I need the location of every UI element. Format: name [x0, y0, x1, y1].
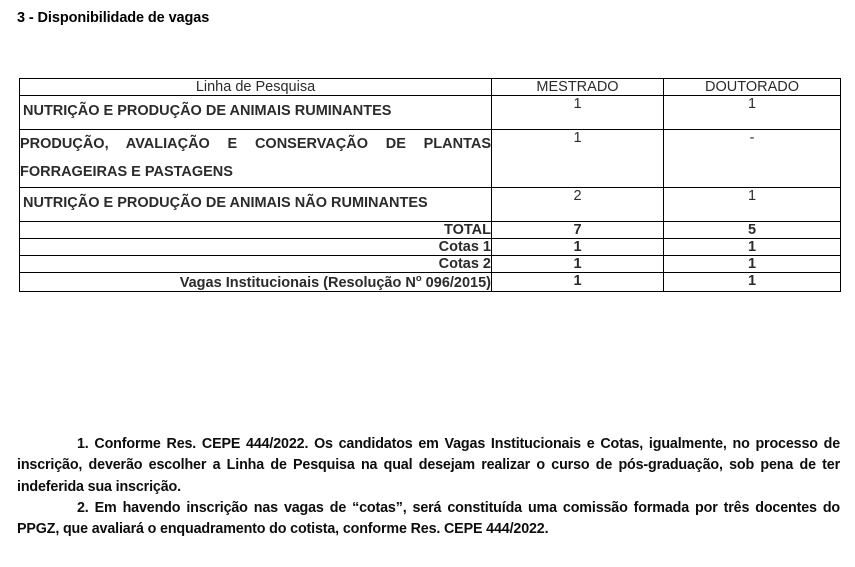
cotas-1-label: Cotas 1 — [20, 238, 492, 255]
table-row — [20, 96, 841, 130]
vagas-institucionais-label — [20, 272, 492, 291]
research-line-label: NUTRIÇÃO E PRODUÇÃO DE ANIMAIS NÃO RUMINANTES — [20, 187, 492, 221]
page-title: 3 - Disponibilidade de vagas — [17, 10, 210, 26]
table-row-total — [20, 221, 841, 238]
footnote-1: 1. Conforme Res. CEPE 444/2022. Os candidatos em Vagas Institucionais e Cotas, igualmente, no processo de inscrição, deverão escolher a Linha de Pesquisa na qual desejam realizar o curso de pós-graduação, sob pena de ter indeferida sua inscrição. — [17, 436, 840, 495]
vacancies-table — [19, 78, 841, 292]
table-row — [20, 130, 841, 188]
total-label: TOTAL — [20, 221, 492, 238]
column-header-mestrado: MESTRADO — [492, 79, 664, 96]
doutorado-value: 1 — [664, 187, 841, 221]
mestrado-value: 1 — [492, 130, 664, 188]
vagas-institucionais-doutorado-value: 1 — [664, 272, 841, 291]
vagas-institucionais-label-prefix: Vagas Institucionais (Resolução N — [179, 274, 416, 291]
research-line-label: NUTRIÇÃO E PRODUÇÃO DE ANIMAIS RUMINANTES — [20, 96, 492, 130]
total-mestrado-value: 7 — [492, 221, 664, 238]
table-row-cotas-2 — [20, 255, 841, 272]
table-row-vagas-institucionais — [20, 272, 841, 291]
cotas-1-doutorado-value: 1 — [664, 238, 841, 255]
cotas-2-mestrado-value: 1 — [492, 255, 664, 272]
footnotes — [17, 434, 840, 540]
doutorado-value: - — [664, 130, 841, 188]
vagas-institucionais-mestrado-value: 1 — [492, 272, 664, 291]
cotas-1-mestrado-value: 1 — [492, 238, 664, 255]
cotas-2-label: Cotas 2 — [20, 255, 492, 272]
table-header-row — [20, 79, 841, 96]
total-doutorado-value: 5 — [664, 221, 841, 238]
column-header-doutorado: DOUTORADO — [664, 79, 841, 96]
doutorado-value: 1 — [664, 96, 841, 130]
mestrado-value: 1 — [492, 96, 664, 130]
mestrado-value: 2 — [492, 187, 664, 221]
vagas-institucionais-label-suffix: 096/2015) — [421, 274, 491, 291]
cotas-2-doutorado-value: 1 — [664, 255, 841, 272]
column-header-linha-de-pesquisa: Linha de Pesquisa — [20, 79, 492, 96]
table-row — [20, 187, 841, 221]
research-line-label: PRODUÇÃO, AVALIAÇÃO E CONSERVAÇÃO DE PLANTAS FORRAGEIRAS E PASTAGENS — [20, 130, 492, 188]
footnote-2: 2. Em havendo inscrição nas vagas de “cotas”, será constituída uma comissão formada por três docentes do PPGZ, que avaliará o enquadramento do cotista, conforme Res. CEPE 444/2022. — [17, 499, 840, 538]
table-row-cotas-1 — [20, 238, 841, 255]
ordinal-indicator: o — [415, 272, 422, 284]
